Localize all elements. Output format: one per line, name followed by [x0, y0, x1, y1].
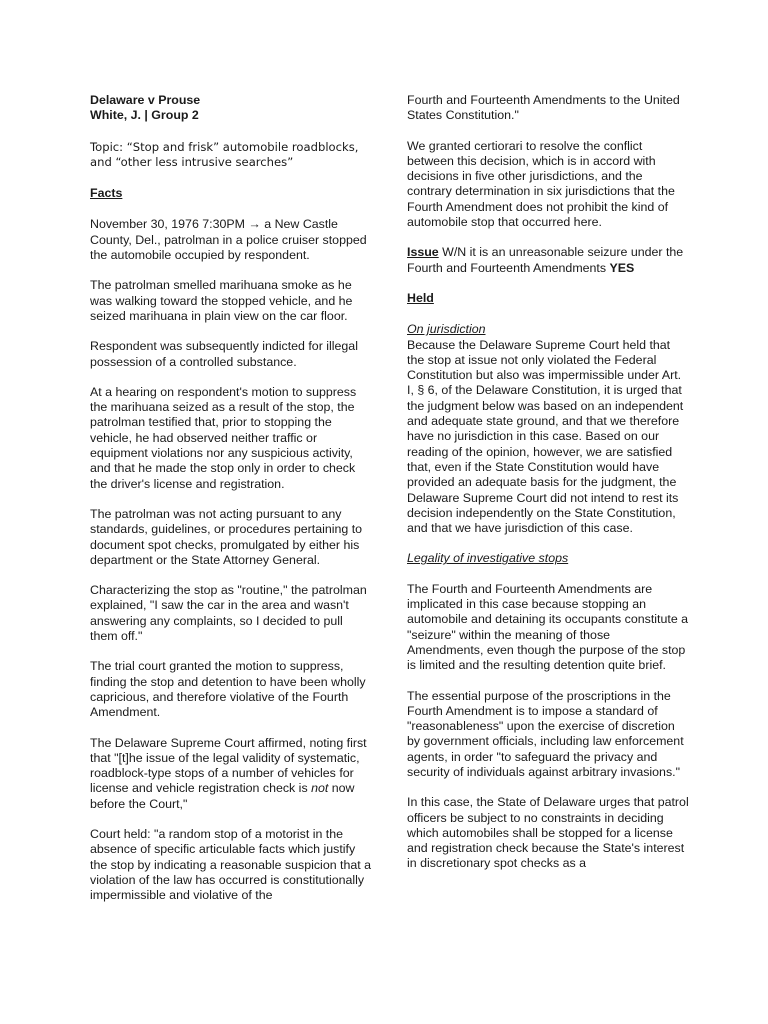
paragraph: At a hearing on respondent's motion to suppress the marihuana seized as a result of the stop, the patrolman testified that, prior to stopping the vehicle, he had observed neither traffic or equipment violations nor any suspicious activity, and that he made the stop only in order to check the driver's license and registration.	[90, 384, 357, 491]
paragraph: The Fourth and Fourteenth Amendments are implicated in this case because stopping an automobile and detaining its occupants constitute a "seizure" within the meaning of those Amendments, even though the purpose of the stop is limited and the resulting detention quite brief.	[407, 581, 689, 673]
case-name: Delaware v Prouse	[90, 93, 201, 107]
issue-paragraph	[407, 245, 689, 276]
subheading-jurisdiction: On jurisdiction	[407, 322, 486, 337]
issue-text: W/N it is an unreasonable seizure under the Fourth and Fourteenth Amendments	[407, 245, 684, 275]
issue-label: Issue	[407, 245, 439, 260]
paragraph: Fourth and Fourteenth Amendments to the United States Constitution."	[407, 93, 680, 123]
subheading-investigative-stops: Legality of investigative stops	[407, 551, 569, 566]
paragraph: Court held: "a random stop of a motorist in the absence of specific articulable facts which justify the stop by indicating a reasonable suspicion that a violation of the law has occurred is constitutionally impermissible and violative of the	[90, 826, 372, 903]
text-run: now before the Court,"	[90, 781, 355, 811]
paragraph	[90, 736, 372, 812]
issue-answer: YES	[609, 260, 635, 275]
right-column	[407, 93, 689, 887]
paragraph: Characterizing the stop as "routine," the patrolman explained, "I saw the car in the area and wasn't answering any complaints, so I decided to pull them off."	[90, 583, 367, 644]
paragraph: We granted certiorari to resolve the conflict between this decision, which is in accord with decisions in five other jurisdictions, and the contrary determination in six jurisdictions that the Fourth Amendment does not prohibit the kind of automobile stop that occurred here.	[407, 138, 675, 230]
facts-heading: Facts	[90, 186, 123, 201]
left-column	[90, 93, 372, 918]
paragraph: Because the Delaware Supreme Court held that the stop at issue not only violated the Federal Constitution but also was impermissible under Art. I, § 6, of the Delaware Constitution, it is urged that the judgment below was based on an independent and adequate state ground, and that we therefore have no jurisdiction in this case. Based on our reading of the opinion, however, we are satisfied that, even if the State Constitution would have provided an adequate basis for the judgment, the Delaware Supreme Court did not intend to rest its decision independently on the State Constitution, and that we have jurisdiction of this case.	[407, 337, 684, 536]
emphasis-not: not	[311, 781, 329, 796]
topic: Topic: “Stop and frisk” automobile roadblocks, and “other less intrusive searches”	[90, 139, 359, 169]
paragraph: The essential purpose of the proscriptions in the Fourth Amendment is to impose a standard of "reasonableness" upon the exercise of discretion by government officials, including law enforcement agents, in order "to safeguard the privacy and security of individuals against arbitrary invasions."	[407, 688, 684, 779]
paragraph: In this case, the State of Delaware urges that patrol officers be subject to no constraints in deciding which automobiles shall be stopped for a license and registration check because the State's interest in discretionary spot checks as a	[407, 795, 689, 871]
paragraph: The patrolman was not acting pursuant to any standards, guidelines, or procedures pertaining to document spot checks, promulgated by either his department or the State Attorney General.	[90, 506, 363, 567]
text-run: The Delaware Supreme Court affirmed, noting first that "[t]he issue of the legal validity of systematic, roadblock-type stops of a number of vehicles for license and vehicle registration check is	[90, 735, 367, 796]
paragraph: Respondent was subsequently indicted for illegal possession of a controlled substance.	[90, 339, 358, 369]
case-author-group: White, J. | Group 2	[90, 108, 199, 123]
paragraph: The trial court granted the motion to suppress, finding the stop and detention to have been wholly capricious, and therefore violative of the Fourth Amendment.	[90, 659, 366, 720]
paragraph: The patrolman smelled marihuana smoke as he was walking toward the stopped vehicle, and he seized marihuana in plain view on the car floor.	[90, 278, 353, 323]
paragraph: November 30, 1976 7:30PM → a New Castle County, Del., patrolman in a police cruiser stopped the automobile occupied by respondent.	[90, 217, 367, 263]
case-title	[90, 93, 372, 124]
held-heading: Held	[407, 290, 434, 305]
